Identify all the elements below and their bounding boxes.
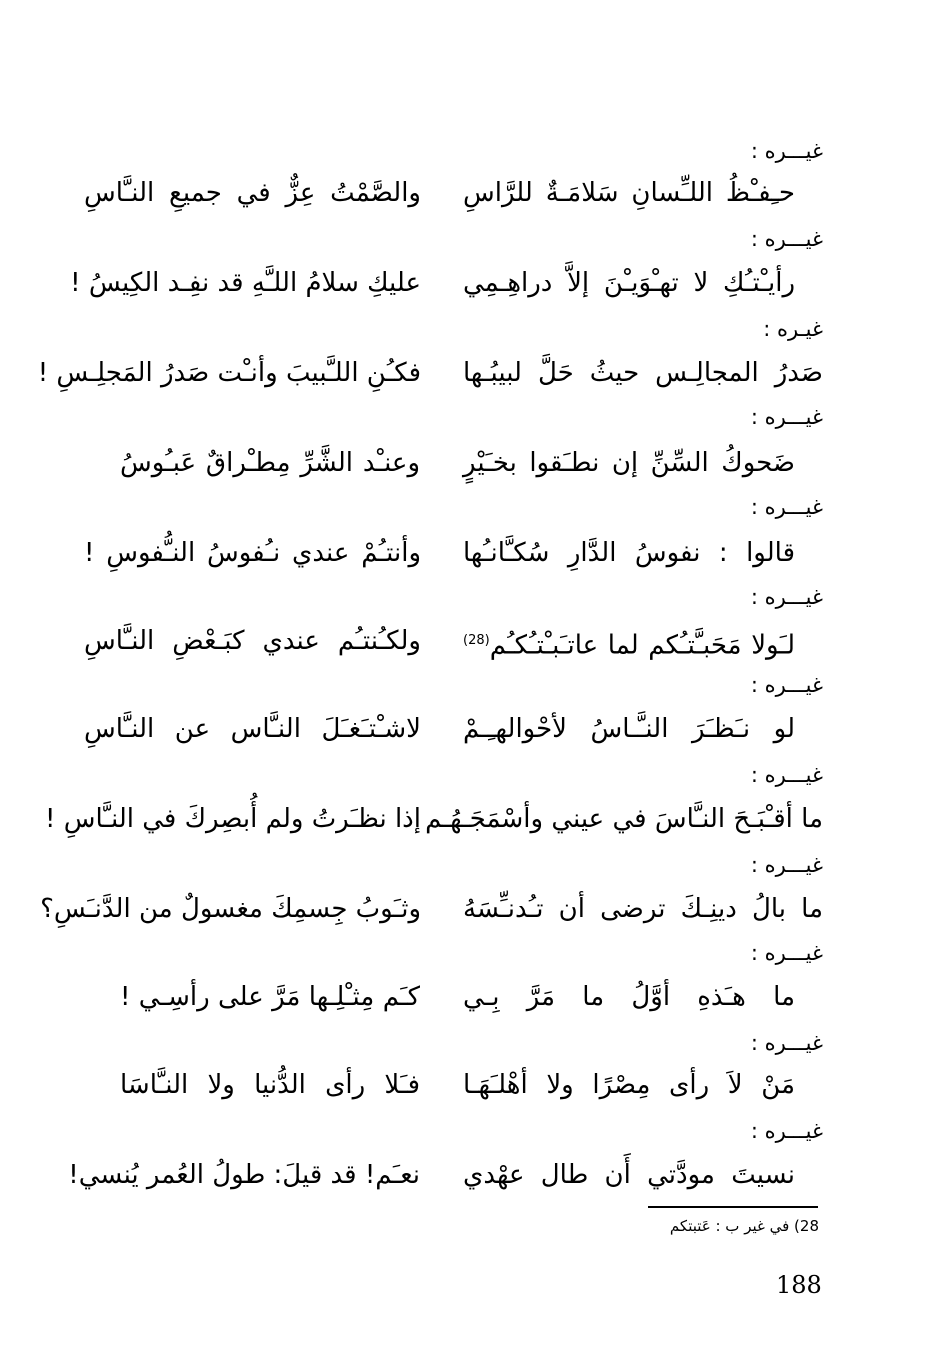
poem-first-hemistich: ما أقـْبَـحَ النـَّاسَ في عيني وأسْمَجَـهُـم (425, 804, 823, 834)
poem-label: غيـــره : (750, 495, 823, 519)
poem-first-hemistich: قالوا : نفوسُ الدَّارِ سُكـَّانـُها (463, 538, 795, 568)
poem-second-hemistich: كـَم مِثـْلِـها مَرَّ على رأسِـي ! (120, 982, 420, 1012)
poem-second-hemistich: لاشـْتـَغـَلَ النـَّاس عن النـَّاسِ (84, 714, 421, 744)
poem-label: غيـــره : (750, 405, 823, 429)
poem-first-hemistich: ما بالُ دينِـكَ ترضى أن تـُدنـِّسَهُ (463, 894, 823, 924)
poem-second-hemistich: وثـَوبُ جِسمِكَ مغسولٌ من الدَّنـَسِ؟ (40, 894, 421, 924)
poem-label: غيـــره : (750, 853, 823, 877)
poem-first-hemistich (463, 624, 795, 663)
poem-first-hemistich: مَنْ لاَ رأى مِصْرًا ولا أهْلـَهَـا (463, 1070, 795, 1100)
poem-label: غيـره : (763, 317, 823, 341)
poem-first-hemistich: ضَحوكُ السِّنِّ إن نطـَقوا بخـَيْرٍ (463, 448, 795, 478)
poem-first-hemistich: حـِفـْظُ اللـِّسانِ سَلامَـةٌ للرَّاسِ (463, 178, 795, 208)
hemistich-text: لـَولا مَحَبـَّتـُكم لما عاتـَبـْتـُكـُم (489, 630, 795, 661)
poem-second-hemistich: نعـَم! قد قيلَ: طولُ العُمر يُنسي! (68, 1160, 420, 1190)
poem-first-hemistich: صَدرُ المجالِـس حيثُ حَلَّ لبيبُـها (463, 358, 823, 388)
poem-first-hemistich: رأيـْتـُكِ لا تهـْوَيـْنَ إلاَّ دراهِـمِي (463, 268, 795, 298)
poem-second-hemistich: فكـُنِ اللـَّبيبَ وأنـْت صَدرُ المَجلِـسِ ! (37, 358, 421, 388)
poem-label: غيـــره : (750, 139, 823, 163)
poem-label: غيـــره : (750, 1031, 823, 1055)
poem-second-hemistich: إذا نظـَرتُ ولم أُبصِركَ في النـَّاسِ ! (45, 804, 421, 834)
poem-second-hemistich: وأنتـُمْ عندي نـُفوسُ النـُّفوسِ ! (84, 538, 421, 568)
footnote: 28) في غير ب : عَتبتكم (669, 1217, 819, 1235)
poem-label: غيـــره : (750, 941, 823, 965)
poem-label: غيـــره : (750, 585, 823, 609)
poem-second-hemistich: والصَّمْتُ عِزٌّ في جميعِ النـَّاسِ (84, 178, 421, 208)
poem-first-hemistich: ما هـَذهِ أوَّلُ ما مَرَّ بِـي (463, 982, 795, 1012)
poem-first-hemistich: نسيتَ مودَّتي أَن طال عهْدي (463, 1160, 795, 1190)
poem-second-hemistich: عليكِ سلامُ اللـَّهِ قد نفِـد الكِيسُ ! (70, 268, 421, 298)
poem-label: غيـــره : (750, 763, 823, 787)
footnote-divider (648, 1206, 818, 1208)
page-number: 188 (776, 1271, 822, 1299)
poem-label: غيـــره : (750, 1119, 823, 1143)
poem-second-hemistich: وعنـْد الشَّرِّ مِطـْراقٌ عَبـُوسُ (120, 448, 420, 478)
footnote-reference: (28) (463, 633, 490, 648)
poem-second-hemistich: ولكـُنتـُم عندي كبَـعْضِ النـَّاسِ (84, 626, 421, 656)
poem-label: غيـــره : (750, 227, 823, 251)
poem-first-hemistich: لو نـَظـَرَ النـَّـاسُ لأحْوالهـِـمْ (463, 714, 795, 744)
poem-second-hemistich: فـَلا رأى الدُّنيا ولا النـَّاسَا (120, 1070, 420, 1100)
poem-label: غيـــره : (750, 673, 823, 697)
